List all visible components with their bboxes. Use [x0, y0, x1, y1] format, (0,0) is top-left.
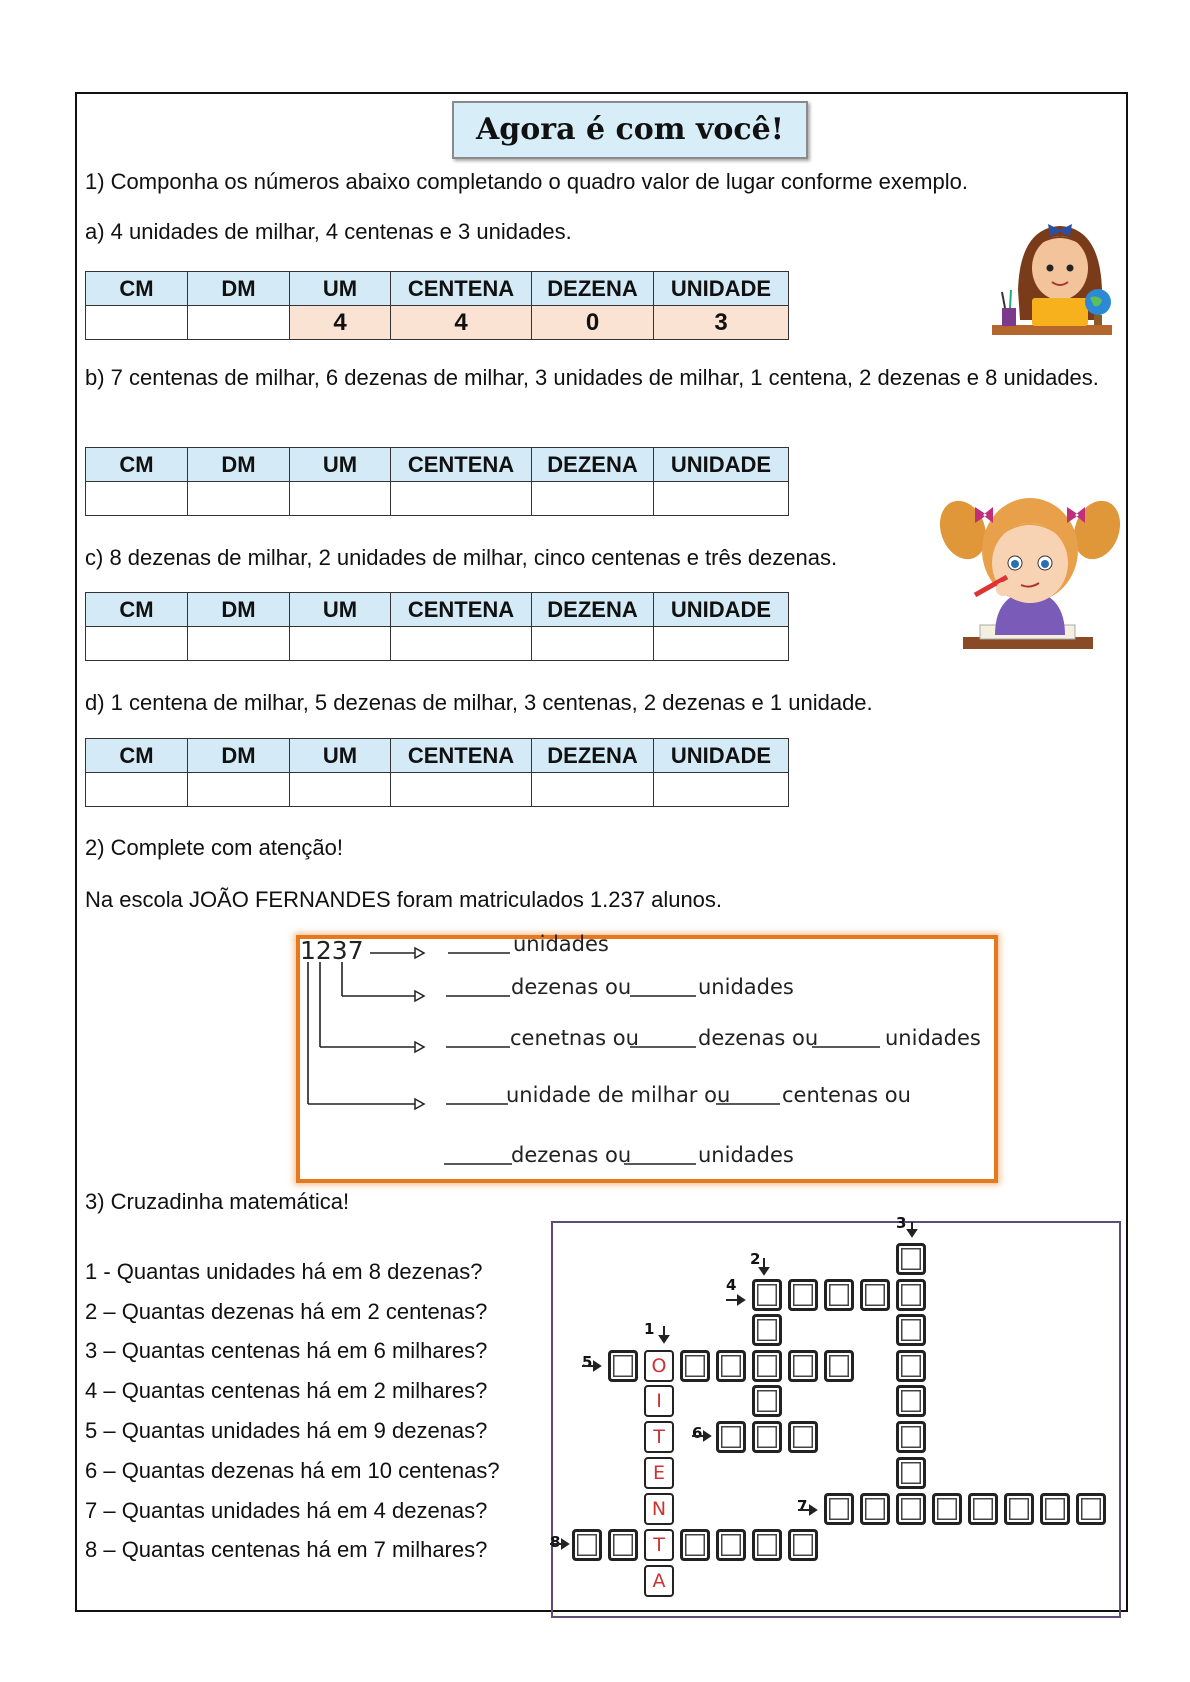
cw-cell[interactable]: [824, 1350, 854, 1382]
cw-cell[interactable]: [608, 1529, 638, 1561]
cell-dm[interactable]: [188, 773, 290, 807]
cw-cell[interactable]: [968, 1493, 998, 1525]
header-centena: CENTENA: [391, 272, 532, 306]
cell-um[interactable]: [290, 627, 391, 661]
cw-cell[interactable]: [896, 1350, 926, 1382]
cw-cell[interactable]: [860, 1279, 890, 1311]
cw-cell[interactable]: [1040, 1493, 1070, 1525]
girl-thinking-illustration: [935, 485, 1125, 655]
cell-cm[interactable]: [86, 306, 188, 340]
cw-cell[interactable]: [608, 1350, 638, 1382]
cell-dezena[interactable]: [532, 627, 654, 661]
q1-item-c-text: c) 8 dezenas de milhar, 2 unidades de milhar, cinco centenas e três dezenas.: [85, 545, 838, 570]
place-value-table-d: [85, 738, 789, 807]
cw-cell[interactable]: [752, 1350, 782, 1382]
cell-dezena[interactable]: [532, 482, 654, 516]
cw-number-6: 6: [692, 1424, 703, 1442]
cw-letter-cell: A: [644, 1565, 674, 1597]
cw-cell[interactable]: [752, 1421, 782, 1453]
header-cm: CM: [86, 448, 188, 482]
q1-item-d-text: d) 1 centena de milhar, 5 dezenas de milhar, 3 centenas, 2 dezenas e 1 unidade.: [85, 690, 873, 715]
cw-cell[interactable]: [716, 1421, 746, 1453]
q1-item-a-text: a) 4 unidades de milhar, 4 centenas e 3 unidades.: [85, 219, 572, 244]
header-cm: CM: [86, 272, 188, 306]
cw-letter-cell: T: [644, 1421, 674, 1453]
line5-dezenas-ou: dezenas ou: [511, 1143, 632, 1167]
cw-cell[interactable]: [824, 1279, 854, 1311]
header-cm: CM: [86, 593, 188, 627]
cell-unidade[interactable]: [654, 773, 789, 807]
q3-prompt: 3) Cruzadinha matemática!: [85, 1189, 350, 1214]
cell-um: 4: [290, 306, 391, 340]
cw-cell[interactable]: [824, 1493, 854, 1525]
cw-cell[interactable]: [752, 1385, 782, 1417]
q1-item-b-text: b) 7 centenas de milhar, 6 dezenas de milhar, 3 unidades de milhar, 1 centena, 2 dezenas e 8 unidades.: [85, 365, 1099, 390]
place-value-table-b: [85, 447, 789, 516]
header-dezena: DEZENA: [532, 272, 654, 306]
cw-number-1: 1: [644, 1320, 655, 1338]
header-centena: CENTENA: [391, 593, 532, 627]
girl-reading-illustration: [990, 210, 1120, 345]
q1-prompt: 1) Componha os números abaixo completando o quadro valor de lugar conforme exemplo.: [85, 169, 968, 194]
cell-dm[interactable]: [188, 627, 290, 661]
clue-3: 3 – Quantas centenas há em 6 milhares?: [85, 1338, 488, 1363]
header-unidade: UNIDADE: [654, 593, 789, 627]
cw-cell[interactable]: [716, 1350, 746, 1382]
cw-cell[interactable]: [572, 1529, 602, 1561]
cell-dezena: 0: [532, 306, 654, 340]
header-um: UM: [290, 448, 391, 482]
cw-cell[interactable]: [860, 1493, 890, 1525]
cell-centena[interactable]: [391, 482, 532, 516]
cell-centena: 4: [391, 306, 532, 340]
cw-number-3: 3: [896, 1214, 907, 1232]
cell-unidade[interactable]: [654, 482, 789, 516]
cell-unidade[interactable]: [654, 627, 789, 661]
cell-cm[interactable]: [86, 773, 188, 807]
cell-um[interactable]: [290, 482, 391, 516]
header-dezena: DEZENA: [532, 739, 654, 773]
line3-centenas-ou: cenetnas ou: [510, 1026, 639, 1050]
cw-cell[interactable]: [716, 1529, 746, 1561]
cw-letter-cell: O: [644, 1350, 674, 1382]
clue-7: 7 – Quantas unidades há em 4 dezenas?: [85, 1498, 488, 1523]
header-centena: CENTENA: [391, 739, 532, 773]
cell-centena[interactable]: [391, 627, 532, 661]
cw-letter-cell: N: [644, 1493, 674, 1525]
cell-centena[interactable]: [391, 773, 532, 807]
line4-centenas-ou: centenas ou: [782, 1083, 911, 1107]
cw-cell[interactable]: [680, 1350, 710, 1382]
header-dezena: DEZENA: [532, 448, 654, 482]
header-um: UM: [290, 272, 391, 306]
cw-cell[interactable]: [1004, 1493, 1034, 1525]
cw-number-2: 2: [750, 1250, 761, 1268]
cw-cell[interactable]: [896, 1314, 926, 1346]
cw-cell[interactable]: [896, 1385, 926, 1417]
cw-cell[interactable]: [788, 1421, 818, 1453]
cell-dm[interactable]: [188, 482, 290, 516]
clue-4: 4 – Quantas centenas há em 2 milhares?: [85, 1378, 488, 1403]
header-dezena: DEZENA: [532, 593, 654, 627]
cw-letter-cell: I: [644, 1385, 674, 1417]
header-unidade: UNIDADE: [654, 448, 789, 482]
cell-unidade: 3: [654, 306, 789, 340]
line3-unidades: unidades: [885, 1026, 981, 1050]
cw-cell[interactable]: [896, 1457, 926, 1489]
place-value-table-c: [85, 592, 789, 661]
header-dm: DM: [188, 593, 290, 627]
cw-cell[interactable]: [896, 1243, 926, 1275]
place-value-table-a: [85, 271, 789, 340]
cw-cell[interactable]: [752, 1529, 782, 1561]
page-title: Agora é com você!: [452, 101, 808, 159]
cell-dm[interactable]: [188, 306, 290, 340]
pencil-cup-shape: [1002, 308, 1016, 326]
line1-unidades: unidades: [513, 932, 609, 956]
bow-left-shape: [975, 507, 993, 523]
cw-cell[interactable]: [1076, 1493, 1106, 1525]
line4-unidade-milhar-ou: unidade de milhar ou: [506, 1083, 731, 1107]
header-um: UM: [290, 593, 391, 627]
bow-right-shape: [1067, 507, 1085, 523]
cell-cm[interactable]: [86, 627, 188, 661]
number-1237: 1237: [300, 936, 364, 965]
header-dm: DM: [188, 448, 290, 482]
header-unidade: UNIDADE: [654, 272, 789, 306]
clue-8: 8 – Quantas centenas há em 7 milhares?: [85, 1537, 488, 1562]
clue-2: 2 – Quantas dezenas há em 2 centenas?: [85, 1299, 488, 1324]
clue-5: 5 – Quantas unidades há em 9 dezenas?: [85, 1418, 488, 1443]
line2-dezenas-ou: dezenas ou: [511, 975, 632, 999]
cw-cell[interactable]: [752, 1314, 782, 1346]
q2-prompt: 2) Complete com atenção!: [85, 835, 344, 860]
cw-cell[interactable]: [932, 1493, 962, 1525]
header-unidade: UNIDADE: [654, 739, 789, 773]
cw-cell[interactable]: [680, 1529, 710, 1561]
clue-6: 6 – Quantas dezenas há em 10 centenas?: [85, 1458, 500, 1483]
book-shape: [1032, 298, 1088, 326]
header-dm: DM: [188, 739, 290, 773]
header-centena: CENTENA: [391, 448, 532, 482]
header-um: UM: [290, 739, 391, 773]
cw-cell[interactable]: [752, 1279, 782, 1311]
face-shape: [1032, 236, 1088, 300]
cw-cell[interactable]: [896, 1421, 926, 1453]
cw-cell[interactable]: [788, 1529, 818, 1561]
header-dm: DM: [188, 272, 290, 306]
header-cm: CM: [86, 739, 188, 773]
cw-cell[interactable]: [788, 1350, 818, 1382]
cw-cell[interactable]: [896, 1493, 926, 1525]
cw-letter-cell: E: [644, 1457, 674, 1489]
cw-cell[interactable]: [896, 1279, 926, 1311]
desk-shape: [992, 325, 1112, 335]
cw-number-7: 7: [797, 1497, 808, 1515]
cell-dezena[interactable]: [532, 773, 654, 807]
cw-number-5: 5: [582, 1353, 593, 1371]
q2-statement: Na escola JOÃO FERNANDES foram matriculados 1.237 alunos.: [85, 887, 723, 912]
line3-dezenas-ou: dezenas ou: [698, 1026, 819, 1050]
cw-letter-cell: T: [644, 1529, 674, 1561]
clue-1: 1 - Quantas unidades há em 8 dezenas?: [85, 1259, 483, 1284]
cell-cm[interactable]: [86, 482, 188, 516]
line5-unidades: unidades: [698, 1143, 794, 1167]
decomposition-diagram: [300, 940, 1000, 1180]
cw-number-8: 8: [550, 1533, 561, 1551]
line2-unidades: unidades: [698, 975, 794, 999]
cw-number-4: 4: [726, 1276, 737, 1294]
cw-cell[interactable]: [788, 1279, 818, 1311]
cell-um[interactable]: [290, 773, 391, 807]
